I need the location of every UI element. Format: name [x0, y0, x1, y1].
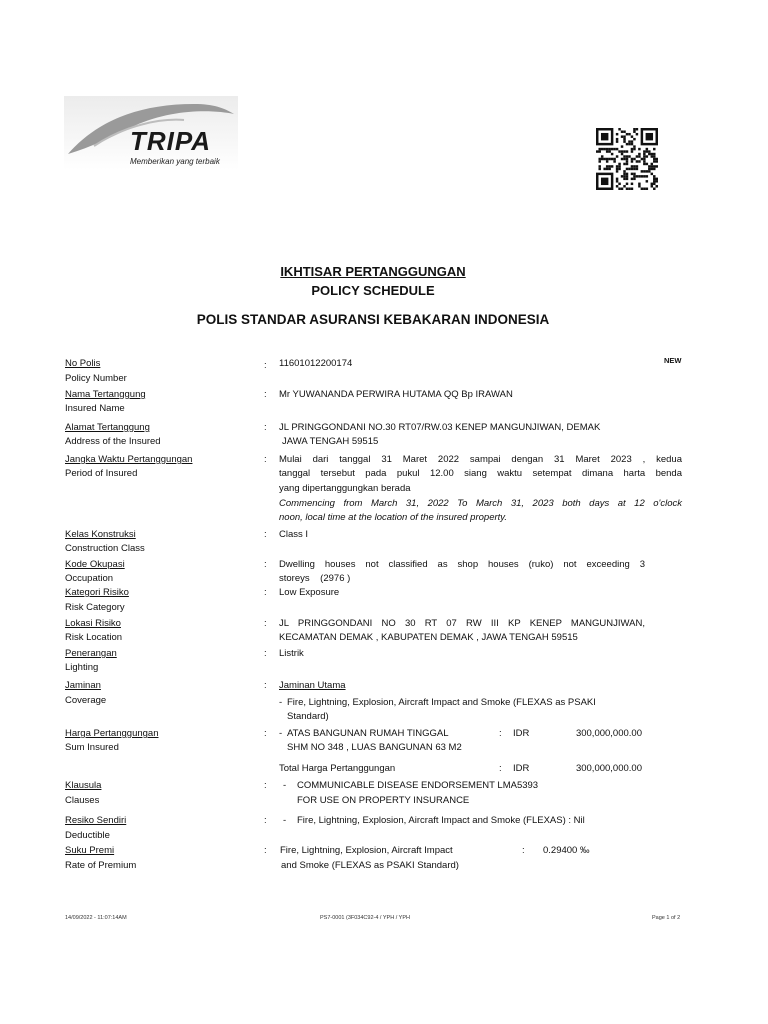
- value-occupation-line2: storeys (2976 ): [279, 573, 351, 584]
- rate-colon: :: [522, 845, 525, 856]
- sublabel-rate-of-premium: Rate of Premium: [65, 860, 137, 871]
- colon: :: [264, 529, 267, 540]
- sublabel-policy-number: Policy Number: [65, 373, 127, 384]
- value-rate-line1: Fire, Lightning, Explosion, Aircraft Impact: [280, 845, 453, 856]
- sublabel-period: Period of Insured: [65, 468, 138, 479]
- label-penerangan: Penerangan: [65, 648, 117, 659]
- value-rate: 0.29400 ‰: [543, 845, 590, 856]
- clause-bullet: -: [283, 780, 287, 791]
- sublabel-sum-insured: Sum Insured: [65, 742, 119, 753]
- value-coverage-line1: Fire, Lightning, Explosion, Aircraft Impact and Smoke (FLEXAS as PSAKI: [287, 697, 596, 708]
- colon: :: [264, 680, 267, 691]
- value-coverage-line2: Standard): [287, 711, 329, 722]
- label-kode-okupasi: Kode Okupasi: [65, 559, 125, 570]
- colon: :: [264, 360, 267, 371]
- sublabel-occupation: Occupation: [65, 573, 114, 584]
- sublabel-deductible: Deductible: [65, 830, 110, 841]
- label-alamat: Alamat Tertanggung: [65, 422, 150, 433]
- sublabel-risk-category: Risk Category: [65, 602, 125, 613]
- value-risk-category: Low Exposure: [279, 587, 340, 598]
- value-period-line3: yang dipertanggungkan berada: [279, 483, 411, 494]
- qr-code-icon: [596, 128, 658, 190]
- value-coverage-heading: Jaminan Utama: [279, 680, 346, 691]
- company-logo: [64, 96, 238, 170]
- sum-amount: 300,000,000.00: [575, 728, 642, 739]
- sublabel-clauses: Clauses: [65, 795, 100, 806]
- colon: :: [264, 454, 267, 465]
- value-period-line5: noon, local time at the location of the insured property.: [279, 512, 507, 523]
- deductible-bullet: -: [283, 815, 287, 826]
- title-ikhtisar: IKHTISAR PERTANGGUNGAN: [280, 264, 466, 279]
- total-currency: IDR: [513, 763, 530, 774]
- total-colon: :: [499, 763, 502, 774]
- sublabel-lighting: Lighting: [65, 662, 99, 673]
- sum-currency: IDR: [513, 728, 530, 739]
- value-lighting: Listrik: [279, 648, 304, 659]
- value-construction-class: Class I: [279, 529, 309, 540]
- colon: :: [264, 587, 267, 598]
- label-jangka-waktu: Jangka Waktu Pertanggungan: [65, 454, 193, 465]
- footer-document-code: PS7-0001 (3F034C92-4 / YPH / YPH: [320, 915, 410, 921]
- label-resiko-sendiri: Resiko Sendiri: [65, 815, 127, 826]
- value-risk-location-line2: KECAMATAN DEMAK , KABUPATEN DEMAK , JAWA TENGAH 59515: [279, 632, 578, 643]
- label-jaminan: Jaminan: [65, 680, 101, 691]
- sublabel-insured-name: Insured Name: [65, 403, 125, 414]
- colon: :: [264, 559, 267, 570]
- colon: :: [264, 389, 267, 400]
- colon: :: [264, 815, 267, 826]
- logo-tagline: Memberikan yang terbaik: [130, 157, 220, 166]
- label-no-polis: No Polis: [65, 358, 101, 369]
- value-sum-item2: SHM NO 348 , LUAS BANGUNAN 63 M2: [287, 742, 462, 753]
- value-clause-line1: COMMUNICABLE DISEASE ENDORSEMENT LMA5393: [297, 780, 539, 791]
- value-clause-line2: FOR USE ON PROPERTY INSURANCE: [297, 795, 470, 806]
- value-period-line1: Mulai dari tanggal 31 Maret 2022 sampai dengan 31 Maret 2023 , kedua: [279, 454, 682, 465]
- sum-colon: :: [499, 728, 502, 739]
- colon: :: [264, 422, 267, 433]
- label-lokasi-risiko: Lokasi Risiko: [65, 618, 121, 629]
- value-deductible: Fire, Lightning, Explosion, Aircraft Impact and Smoke (FLEXAS) : Nil: [297, 815, 585, 826]
- value-policy-number: 11601012200174: [279, 358, 353, 369]
- label-kelas-konstruksi: Kelas Konstruksi: [65, 529, 136, 540]
- colon: :: [264, 728, 267, 739]
- sublabel-coverage: Coverage: [65, 695, 107, 706]
- colon: :: [264, 780, 267, 791]
- label-kategori-risiko: Kategori Risiko: [65, 587, 129, 598]
- sublabel-construction-class: Construction Class: [65, 543, 145, 554]
- value-address-line2: JAWA TENGAH 59515: [282, 436, 379, 447]
- sum-item-bullet: -: [279, 728, 283, 739]
- total-amount: 300,000,000.00: [575, 763, 642, 774]
- value-period-line4: Commencing from March 31, 2022 To March 31, 2023 both days at 12 o'clock: [279, 498, 682, 509]
- value-insured-name: Mr YUWANANDA PERWIRA HUTAMA QQ Bp IRAWAN: [279, 389, 513, 400]
- footer-page-number: Page 1 of 2: [652, 915, 681, 921]
- colon: :: [264, 845, 267, 856]
- coverage-bullet: -: [279, 697, 283, 708]
- value-rate-line2: and Smoke (FLEXAS as PSAKI Standard): [281, 860, 459, 871]
- value-period-line2: tanggal tersebut pada pukul 12.00 siang waktu setempat dimana harta benda: [279, 468, 682, 479]
- colon: :: [264, 618, 267, 629]
- title-policy-schedule: POLICY SCHEDULE: [311, 283, 435, 298]
- label-harga-pertanggungan: Harga Pertanggungan: [65, 728, 159, 739]
- label-total-sum: Total Harga Pertanggungan: [279, 763, 396, 774]
- sublabel-risk-location: Risk Location: [65, 632, 123, 643]
- label-klausula: Klausula: [65, 780, 102, 791]
- label-suku-premi: Suku Premi: [65, 845, 115, 856]
- value-risk-location-line1: JL PRINGGONDANI NO 30 RT 07 RW III KP KENEP MANGUNJIWAN,: [279, 618, 645, 629]
- value-address-line1: JL PRINGGONDANI NO.30 RT07/RW.03 KENEP MANGUNJIWAN, DEMAK: [279, 422, 601, 433]
- colon: :: [264, 648, 267, 659]
- label-nama-tertanggung: Nama Tertanggung: [65, 389, 146, 400]
- value-occupation-line1: Dwelling houses not classified as shop houses (ruko) not exceeding 3: [279, 559, 645, 570]
- title-polis-standar: POLIS STANDAR ASURANSI KEBAKARAN INDONESIA: [196, 312, 550, 327]
- footer-timestamp: 14/09/2022 - 11:07:14AM: [65, 915, 127, 921]
- value-sum-item1: ATAS BANGUNAN RUMAH TINGGAL: [287, 728, 449, 739]
- logo-wordmark: TRIPA: [130, 126, 212, 156]
- status-badge-new: NEW: [664, 356, 682, 365]
- sublabel-address: Address of the Insured: [65, 436, 161, 447]
